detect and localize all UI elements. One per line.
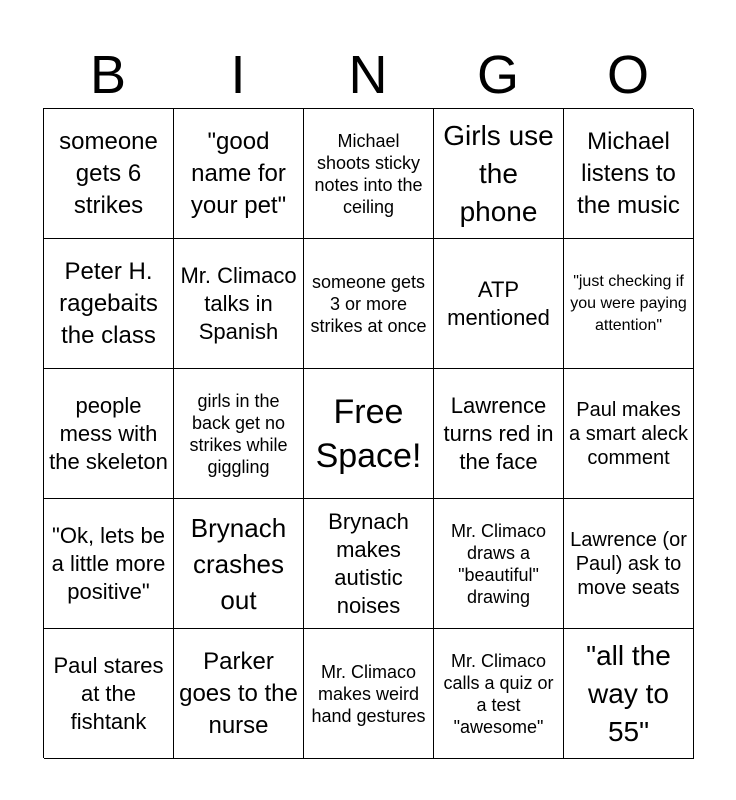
bingo-cell-r4c3[interactable]	[304, 499, 434, 629]
cell-text: Mr. Climaco calls a quiz or a test "awesome"	[443, 650, 554, 737]
cell-text: "just checking if you were paying attention"	[570, 272, 687, 334]
bingo-header	[43, 42, 693, 108]
cell-text: "Ok, lets be a little more positive"	[51, 522, 166, 604]
cell-text: Brynach crashes out	[190, 512, 287, 615]
header-letter-g: G	[476, 45, 519, 105]
bingo-cell-r2c5[interactable]	[564, 239, 694, 369]
header-letter-i: I	[230, 45, 246, 105]
bingo-cell-r2c1[interactable]	[44, 239, 174, 369]
bingo-cell-r1c3[interactable]	[304, 109, 434, 239]
cell-text: Girls use the phone	[443, 119, 554, 227]
header-letter-o: O	[606, 45, 649, 105]
cell-text: people mess with the skeleton	[49, 392, 168, 474]
bingo-cell-r1c2[interactable]	[174, 109, 304, 239]
cell-text: Mr. Climaco makes weird hand gestures	[311, 661, 426, 726]
bingo-cell-r3c3[interactable]	[304, 369, 434, 499]
cell-text: Mr. Climaco draws a "beautiful" drawing	[450, 520, 546, 607]
cell-text: Michael listens to the music	[577, 127, 680, 219]
bingo-cell-r3c4[interactable]	[434, 369, 564, 499]
header-letter-b: B	[89, 45, 127, 105]
bingo-cell-r1c4[interactable]	[434, 109, 564, 239]
bingo-cell-r5c5[interactable]	[564, 629, 694, 759]
bingo-cell-r4c4[interactable]	[434, 499, 564, 629]
cell-text: Mr. Climaco talks in Spanish	[180, 262, 297, 344]
cell-text: ATP mentioned	[447, 276, 550, 330]
bingo-cell-r1c5[interactable]	[564, 109, 694, 239]
bingo-cell-r1c1[interactable]	[44, 109, 174, 239]
bingo-cell-r2c4[interactable]	[434, 239, 564, 369]
cell-text: someone gets 3 or more strikes at once	[310, 271, 427, 336]
cell-text: "good name for your pet"	[190, 127, 287, 219]
bingo-cell-r2c3[interactable]	[304, 239, 434, 369]
bingo-cell-r5c4[interactable]	[434, 629, 564, 759]
cell-text: someone gets 6 strikes	[59, 127, 158, 219]
cell-text: Paul stares at the fishtank	[53, 652, 164, 734]
cell-text: Parker goes to the nurse	[179, 647, 298, 739]
bingo-cell-r3c1[interactable]	[44, 369, 174, 499]
bingo-cell-r4c1[interactable]	[44, 499, 174, 629]
bingo-cell-r2c2[interactable]	[174, 239, 304, 369]
bingo-cell-r3c2[interactable]	[174, 369, 304, 499]
bingo-cell-r5c3[interactable]	[304, 629, 434, 759]
cell-text: Lawrence turns red in the face	[443, 392, 554, 474]
bingo-cell-r4c2[interactable]	[174, 499, 304, 629]
cell-text: Peter H. ragebaits the class	[59, 257, 158, 349]
cell-text: Michael shoots sticky notes into the ceiling	[314, 130, 423, 217]
bingo-cell-r5c2[interactable]	[174, 629, 304, 759]
cell-text: girls in the back get no strikes while giggling	[189, 390, 288, 477]
bingo-cell-r5c1[interactable]	[44, 629, 174, 759]
bingo-grid	[43, 108, 693, 758]
cell-text: "all the way to 55"	[586, 639, 671, 747]
cell-text: Brynach makes autistic noises	[328, 508, 409, 618]
cell-text: Free Space!	[315, 392, 422, 475]
header-letter-n: N	[348, 45, 388, 105]
bingo-cell-r3c5[interactable]	[564, 369, 694, 499]
cell-text: Lawrence (or Paul) ask to move seats	[570, 528, 687, 599]
bingo-cell-r4c5[interactable]	[564, 499, 694, 629]
cell-text: Paul makes a smart aleck comment	[569, 398, 688, 469]
